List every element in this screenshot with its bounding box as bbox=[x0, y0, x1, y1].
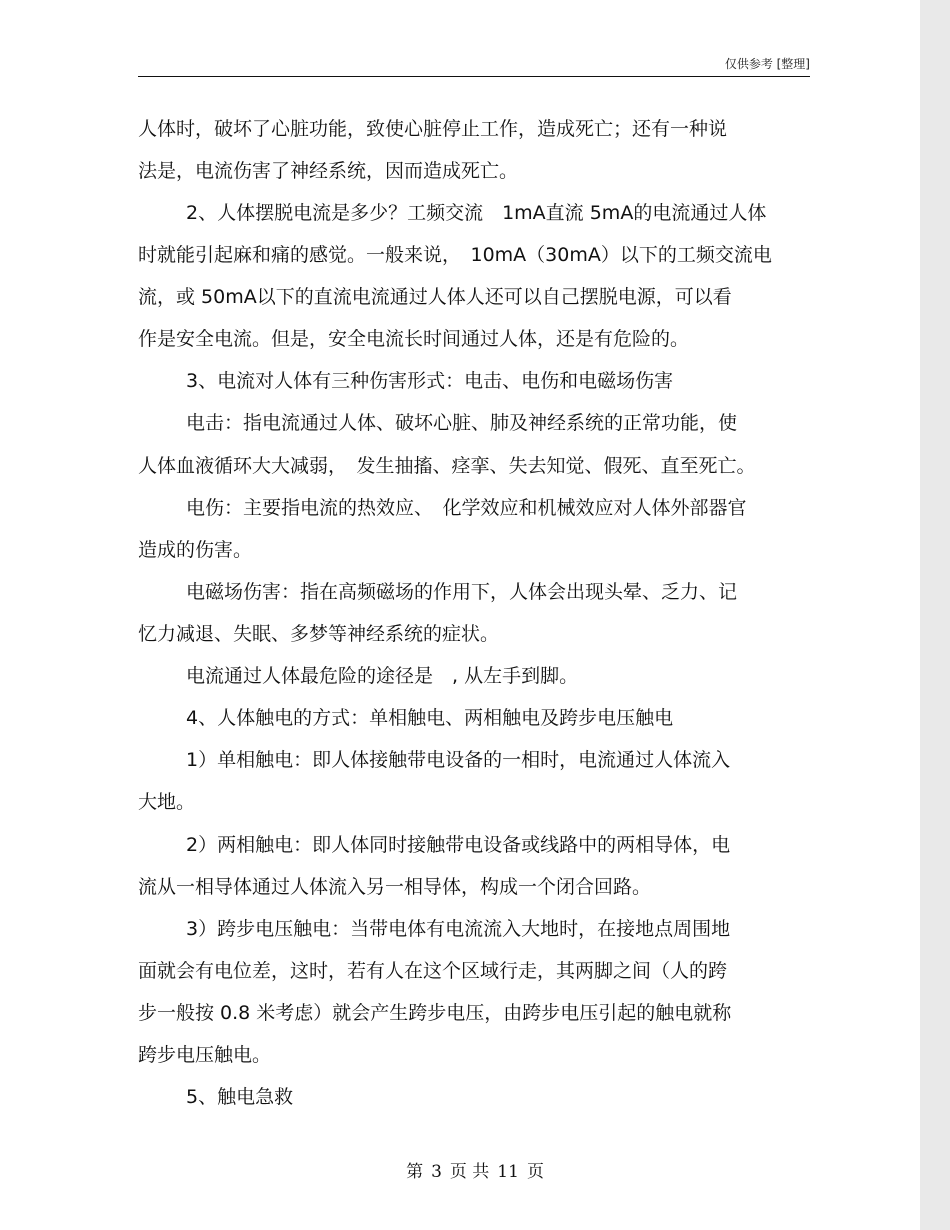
text-line: 2）两相触电：即人体同时接触带电设备或线路中的两相导体，电 bbox=[186, 834, 731, 856]
text-line: 跨步电压触电。 bbox=[138, 1044, 272, 1066]
text-line: 时就能引起麻和痛的感觉。一般来说， 10mA（30mA）以下的工频交流电 bbox=[138, 244, 772, 266]
text-line: 4、人体触电的方式：单相触电、两相触电及跨步电压触电 bbox=[186, 707, 674, 729]
text-line: 人体时，破坏了心脏功能，致使心脏停止工作，造成死亡；还有一种说 bbox=[138, 118, 728, 140]
footer-total-pages: 11 bbox=[497, 1162, 519, 1182]
text-line: 2、人体摆脱电流是多少？工频交流 1mA直流 5mA的电流通过人体 bbox=[186, 202, 767, 224]
text-line: 流，或 50mA以下的直流电流通过人体人还可以自己摆脱电源，可以看 bbox=[138, 286, 732, 308]
text-line: 5、触电急救 bbox=[186, 1086, 294, 1108]
footer-page-number: 3 bbox=[431, 1162, 442, 1182]
text-line: 电流通过人体最危险的途径是 , 从左手到脚。 bbox=[186, 665, 579, 687]
footer-suffix: 页 bbox=[526, 1162, 544, 1182]
text-line: 作是安全电流。但是，安全电流长时间通过人体，还是有危险的。 bbox=[138, 328, 690, 350]
text-line: 造成的伤害。 bbox=[138, 539, 253, 561]
text-line: 电击：指电流通过人体、破坏心脏、肺及神经系统的正常功能，使 bbox=[186, 412, 738, 434]
text-line: 法是，电流伤害了神经系统，因而造成死亡。 bbox=[138, 160, 519, 182]
text-line: 流从一相导体通过人体流入另一相导体，构成一个闭合回路。 bbox=[138, 876, 652, 898]
page-footer bbox=[0, 1157, 950, 1182]
footer-middle: 页 共 bbox=[449, 1162, 490, 1182]
text-line: 忆力减退、失眠、多梦等神经系统的症状。 bbox=[138, 623, 500, 645]
header-rule bbox=[138, 76, 810, 77]
text-line: 电磁场伤害：指在高频磁场的作用下，人体会出现头晕、乏力、记 bbox=[186, 581, 738, 603]
text-line: 面就会有电位差，这时，若有人在这个区域行走，其两脚之间（人的跨 bbox=[138, 960, 728, 982]
header-label: 仅供参考 [整理] bbox=[724, 57, 810, 71]
text-line: 电伤：主要指电流的热效应、 化学效应和机械效应对人体外部器官 bbox=[186, 497, 747, 519]
text-line: 人体血液循环大大减弱， 发生抽搐、痉挛、失去知觉、假死、直至死亡。 bbox=[138, 455, 756, 477]
text-line: 3、电流对人体有三种伤害形式：电击、电伤和电磁场伤害 bbox=[186, 370, 674, 392]
text-line: 步一般按 0.8 米考虑）就会产生跨步电压，由跨步电压引起的触电就称 bbox=[138, 1002, 732, 1024]
footer-prefix: 第 bbox=[406, 1162, 424, 1182]
text-line: 大地。 bbox=[138, 791, 196, 813]
text-line: 3）跨步电压触电：当带电体有电流流入大地时，在接地点周围地 bbox=[186, 918, 731, 940]
text-line: 1）单相触电：即人体接触带电设备的一相时，电流通过人体流入 bbox=[186, 749, 731, 771]
